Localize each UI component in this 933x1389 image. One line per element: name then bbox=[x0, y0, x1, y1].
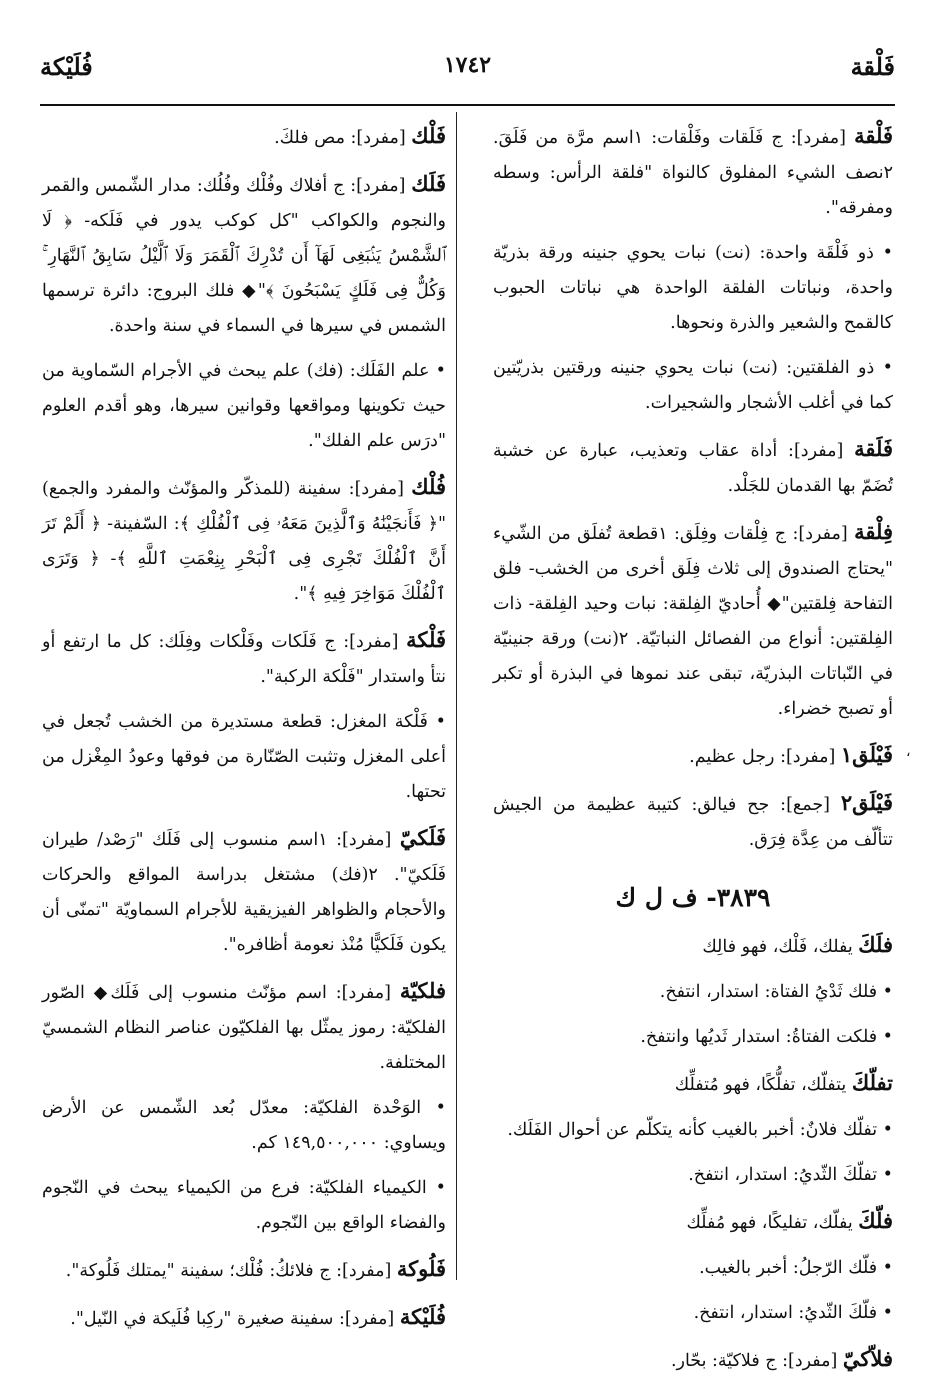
dictionary-entry bbox=[493, 927, 893, 965]
dictionary-entry bbox=[493, 1158, 893, 1193]
dictionary-entry bbox=[42, 1171, 446, 1241]
dictionary-entry bbox=[493, 975, 893, 1010]
entry-definition: • الوَحْدة الفلكيّة: معدّل بُعد الشّمس عن الأرض ويساوي: ١٤٩,٥٠٠,٠٠٠ كم. bbox=[42, 1098, 446, 1153]
entry-definition: [مفرد]: رجل عظيم. bbox=[689, 747, 841, 767]
entry-definition: يفلك، فَلْك، فهو فالِك bbox=[702, 937, 859, 957]
entry-definition: • فلّكَ الثّديُ: استدار، انتفخ. bbox=[693, 1303, 893, 1323]
entry-definition: [مفرد]: اسم مؤنّث منسوب إلى فَلَك◆ الصّور الفلكيّة: رموز يمثّل بها الفلكيّون عناصر النظام الشمسيّ المختلفة. bbox=[42, 983, 446, 1073]
dictionary-entry bbox=[42, 166, 446, 344]
page-number: ١٧٤٢ bbox=[443, 52, 492, 78]
dictionary-entry bbox=[493, 1203, 893, 1241]
entry-definition: [مفرد]: ج فِلْقات وفِلَق: ١قطعة تُفلَق من الشّيء "يحتاج الصندوق إلى ثلاث فِلَق أخرى من الخشب- فلق التفاحة فِلقتين"◆ أُحاديّ الفِلقة: نبات وحيد الفِلقة- ذات الفِلقتين: أنواع من الفصائل النباتيّة. ٢(نت) ورقة جنينيّة في النّباتات البذريّة، تبقى عند نموها في البذرة أو تكبر أو تصبح خضراء. bbox=[493, 524, 894, 719]
entry-definition: • تفلّكَ الثّديُ: استدار، انتفخ. bbox=[688, 1165, 893, 1185]
dictionary-entry bbox=[42, 469, 446, 612]
entry-headword: فِلْقة bbox=[854, 519, 893, 544]
dictionary-entry bbox=[493, 1065, 893, 1103]
entry-definition: [مفرد]: أداة عقاب وتعذيب، عبارة عن خشبة تُضَمّ بها القدمان للجَلْد. bbox=[493, 441, 893, 496]
dictionary-entry bbox=[493, 1251, 893, 1286]
page-header bbox=[40, 52, 895, 92]
dictionary-entry bbox=[493, 1020, 893, 1055]
dictionary-entry bbox=[493, 1341, 893, 1379]
dictionary-entry bbox=[42, 354, 446, 459]
entry-headword: فلكيّة bbox=[399, 978, 446, 1003]
running-head-right: فَلْقة bbox=[850, 52, 895, 81]
entry-headword: فَلَكيّ bbox=[399, 825, 446, 850]
entry-headword: تفلّكَ bbox=[851, 1070, 893, 1095]
dictionary-entry bbox=[493, 1296, 893, 1331]
entry-headword: فَلْكة bbox=[406, 627, 446, 652]
entry-headword: فلاّكيّ bbox=[842, 1346, 893, 1371]
entry-headword: فلَكَ bbox=[858, 932, 893, 957]
dictionary-entry bbox=[42, 820, 446, 963]
entry-definition: [مفرد]: ج فلائكُ: فُلْك؛ سفينة "يمتلك فَلُوكة". bbox=[65, 1261, 397, 1281]
entry-definition: [مفرد]: سفينة (للمذكّر والمؤنّث والمفرد والجمع) "﴿ فَأَنجَيْنَٰهُ وَٱلَّذِينَ مَعَهُۥ فِى ٱلْفُلْكِ ﴾: السّفينة- ﴿ أَلَمْ تَرَ أَنَّ ٱلْفُلْكَ تَجْرِى فِى ٱلْبَحْرِ بِنِعْمَتِ ٱللَّهِ ﴾- ﴿ وَتَرَى ٱلْفُلْكَ مَوَاخِرَ فِيهِ ﴾". bbox=[42, 479, 446, 604]
entry-headword: فُلْك bbox=[411, 474, 446, 499]
dictionary-entry bbox=[42, 973, 446, 1081]
dictionary-entry bbox=[493, 737, 893, 775]
entry-headword: فلّكَ bbox=[858, 1208, 893, 1233]
dictionary-entry bbox=[493, 351, 893, 421]
entry-definition: • ذو فَلْقَة واحدة: (نت) نبات يحوي جنينه ورقة بذريّة واحدة، ونباتات الفلقة الواحدة هي نباتات الحبوب كالقمح والشعير والذرة ونحوها. bbox=[493, 243, 893, 333]
dictionary-entry bbox=[42, 1091, 446, 1161]
dictionary-entry bbox=[493, 514, 893, 727]
entry-headword: فَلْقة bbox=[854, 123, 893, 148]
entry-definition: [مفرد]: ج فَلَقات وفَلْقات: ١اسم مرَّة من فَلَقَ. ٢نصف الشيء المفلوق كالنواة "فلقة الرأس: وسطه ومفرقه". bbox=[493, 128, 893, 218]
entry-definition: • علم الفَلَك: (فك) علم يبحث في الأجرام السّماوية من حيث تكوينها ومواقعها وقوانين سيرها، وهو أقدم العلوم "درَس علم الفلك". bbox=[42, 361, 446, 451]
entry-definition: • فَلْكة المغزل: قطعة مستديرة من الخشب تُجعل في أعلى المغزل وتثبت الصّنّارة من فوقها وعودُ المِغْزل من تحتها. bbox=[42, 712, 446, 802]
entry-definition: [مفرد]: ج أفلاك وفُلْك وفُلُك: مدار الشّمس والقمر والنجوم والكواكب "كل كوكب يدور في فَلَكه- ﴿ لَا ٱلشَّمْسُ يَنۢبَغِى لَهَآ أَن تُدْرِكَ ٱلْقَمَرَ وَلَا ٱلَّيْلُ سَابِقُ ٱلنَّهَارِ ۚ وَكُلٌّ فِى فَلَكٍ يَسْبَحُونَ ﴾"◆ فلك البروج: دائرة ترسمها الشمس في سيرها في السماء في سنة واحدة. bbox=[42, 176, 446, 336]
entry-definition: • ذو الفلقتين: (نت) نبات يحوي جنينه ورقتين بذريّتين كما في أغلب الأشجار والشجيرات. bbox=[493, 358, 893, 413]
dictionary-entry bbox=[493, 118, 893, 226]
dictionary-entry bbox=[42, 705, 446, 810]
section-heading: ٣٨٣٩- ف ل ك bbox=[615, 883, 771, 912]
right-column bbox=[493, 118, 893, 1389]
entry-definition: يتفلّك، تفلُّكًا، فهو مُتفلِّك bbox=[674, 1075, 852, 1095]
entry-definition: [مفرد]: سفينة صغيرة "ركِبا فُلَيكة في النّيل". bbox=[70, 1309, 400, 1329]
entry-headword: فَلَقة bbox=[854, 436, 893, 461]
entry-definition: يفلّك، تفليكًا، فهو مُفلِّك bbox=[686, 1213, 859, 1233]
entry-definition: • الكيمياء الفلكيّة: فرع من الكيمياء يبحث في النّجوم والفضاء الواقع بين النّجوم. bbox=[42, 1178, 446, 1233]
entry-definition: • فلك ثَدْيُ الفتاة: استدار، انتفخ. bbox=[659, 982, 893, 1002]
dictionary-entry bbox=[493, 1113, 893, 1148]
left-column bbox=[42, 118, 446, 1347]
entry-headword: فُلَيْكة bbox=[399, 1304, 446, 1329]
dictionary-entry bbox=[493, 431, 893, 504]
dictionary-entry bbox=[493, 236, 893, 341]
dictionary-entry bbox=[42, 1299, 446, 1337]
entry-definition: [مفرد]: ج فلاكيّة: بحّار. bbox=[670, 1351, 843, 1371]
entry-definition: • تفلّك فلانٌ: أخبر بالغيب كأنه يتكلّم عن أحوال الفَلَك. bbox=[507, 1120, 893, 1140]
entry-definition: • فلّك الرّجلُ: أخبر بالغيب. bbox=[699, 1258, 893, 1278]
dictionary-entry bbox=[42, 118, 446, 156]
dictionary-entry bbox=[42, 1251, 446, 1289]
dictionary-entry bbox=[42, 622, 446, 695]
margin-mark: ، bbox=[906, 744, 911, 760]
entry-definition: [مفرد]: ١اسم منسوب إلى فَلَك "رَصْد/ طيران فَلَكيّ". ٢(فك) مشتغل بدراسة المواقع والحركات والأحجام والظواهر الفيزيقية للأجرام السماويّة "تمنّى أن يكون فَلَكيًّا مُنْذ نعومة أظافره". bbox=[42, 830, 446, 955]
entry-headword: فَيْلَق٢ bbox=[840, 790, 893, 815]
entry-headword: فَيْلَق١ bbox=[840, 742, 893, 767]
entry-definition: [جمع]: جح فيالق: كتيبة عظيمة من الجيش تتألّف من عِدَّة فِرَق. bbox=[493, 795, 893, 850]
running-head-left: فُلَيْكة bbox=[40, 52, 93, 81]
entry-headword: فَلْك bbox=[411, 123, 446, 148]
column-divider bbox=[456, 112, 457, 1280]
entry-headword: فَلُوكة bbox=[396, 1256, 446, 1281]
entry-headword: فَلَك bbox=[411, 171, 446, 196]
entry-definition: [مفرد]: مص فلكَ. bbox=[274, 128, 412, 148]
dictionary-entry bbox=[493, 785, 893, 858]
entry-definition: • فلكت الفتاةُ: استدار ثَديُها وانتفخ. bbox=[640, 1027, 893, 1047]
header-rule bbox=[40, 104, 895, 106]
entry-definition: [مفرد]: ج فَلَكات وفَلْكات وفِلَك: كل ما ارتفع أو نتأ واستدار "فَلْكة الركبة". bbox=[42, 632, 446, 687]
